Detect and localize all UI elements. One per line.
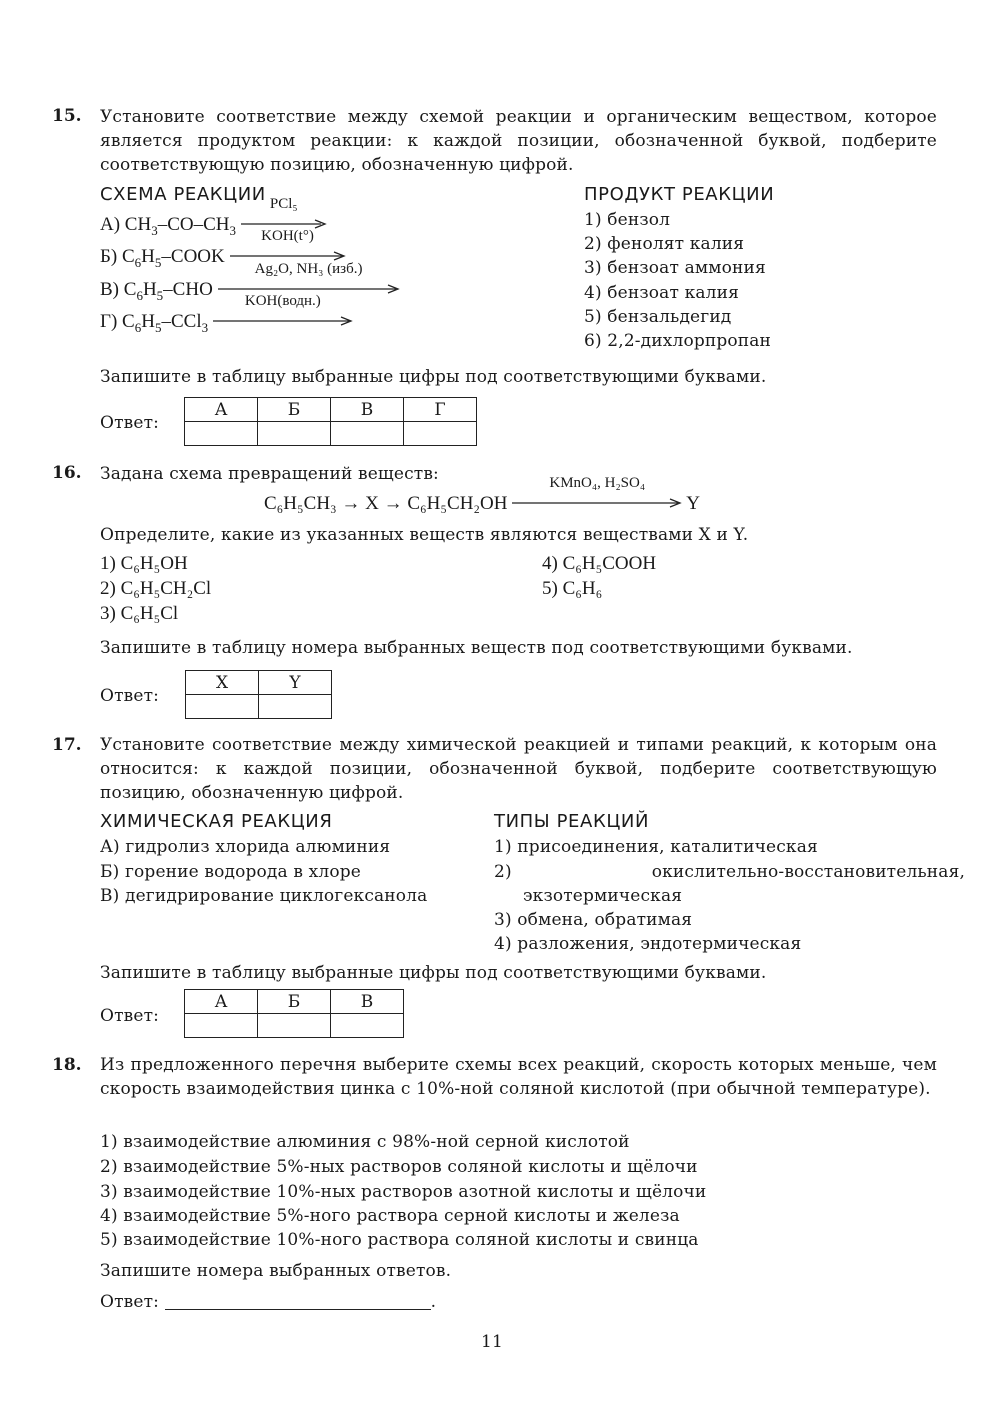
q16-option-1: 1) C₆H₅OH	[100, 553, 188, 574]
q15-product-2: 2) фенолят калия	[584, 234, 745, 254]
q15-reaction-g: Г) $C_6H_5-CCl_3$ KOH(водн.)	[100, 311, 353, 339]
question-number-18: 18.	[52, 1055, 82, 1075]
q18-option-1: 1) взаимодействие алюминия с 98%-ной серной кислотой	[100, 1132, 630, 1152]
q15-product-5: 5) бензальдегид	[584, 307, 732, 327]
q15-reaction-a: А) $CH_3-CO-CH_3$ PCl₅	[100, 214, 327, 242]
q15-answer-cell-b[interactable]	[258, 422, 331, 446]
q17-instruction: Запишите в таблицу выбранные цифры под соответствующими буквами.	[100, 963, 767, 983]
q17-type-4: 4) разложения, эндотермическая	[494, 934, 802, 954]
question-number-15: 15.	[52, 106, 82, 126]
q16-col-x: X	[186, 671, 259, 695]
q15-product-6: 6) 2,2-дихлорпропан	[584, 331, 772, 351]
q17-col-a: А	[185, 990, 258, 1014]
q17-reaction-a: А) гидролиз хлорида алюминия	[100, 837, 391, 857]
q16-answer-table	[185, 670, 332, 719]
q15-answer-table	[184, 397, 477, 446]
q16-option-5: 5) C₆H₆	[542, 578, 603, 599]
q17-type-2: 2) окислительно-восстановительная, экзотермическая	[494, 862, 965, 906]
q15-left-heading: СХЕМА РЕАКЦИИ	[100, 184, 266, 205]
q15-arrow-a: PCl₅	[241, 218, 327, 230]
q17-reaction-v: В) дегидрирование циклогексанола	[100, 886, 428, 906]
q15-right-heading: ПРОДУКТ РЕАКЦИИ	[584, 184, 775, 205]
q17-right-heading: ТИПЫ РЕАКЦИЙ	[494, 811, 650, 832]
q15-reaction-b: Б) $C_6H_5$–COOK KOH(t°)	[100, 246, 346, 274]
q18-option-2: 2) взаимодействие 5%-ных растворов соляной кислоты и щёлочи	[100, 1157, 698, 1177]
q15-col-b: Б	[258, 398, 331, 422]
q15-col-a: А	[185, 398, 258, 422]
q15-answer-cell-a[interactable]	[185, 422, 258, 446]
q15-product-3: 3) бензоат аммония	[584, 258, 766, 278]
q17-col-v: В	[331, 990, 404, 1014]
q16-answer-cell-x[interactable]	[186, 695, 259, 719]
question-16-text: Задана схема превращений веществ:	[100, 464, 439, 484]
q17-left-heading: ХИМИЧЕСКАЯ РЕАКЦИЯ	[100, 811, 333, 832]
q16-question: Определите, какие из указанных веществ являются веществами X и Y.	[100, 525, 749, 545]
q16-arrow: KMnO₄, H₂SO₄	[512, 497, 682, 509]
question-17-text: Установите соответствие между химической реакцией и типами реакций, к которым она относится: к каждой позиции, обозначенной буквой, подберите соответствующую позицию, обозначенную цифрой.	[100, 735, 937, 803]
q15-answer-label: Ответ:	[100, 413, 160, 433]
q15-col-v: В	[331, 398, 404, 422]
question-15-text: Установите соответствие между схемой реакции и органическим веществом, которое является продуктом реакции: к каждой позиции, обозначенной буквой, подберите соответствующую позицию, обозначенную цифрой.	[100, 107, 937, 175]
q17-answer-cell-v[interactable]	[331, 1014, 404, 1038]
question-number-17: 17.	[52, 735, 82, 755]
q17-answer-cell-a[interactable]	[185, 1014, 258, 1038]
q16-option-3: 3) C₆H₅Cl	[100, 603, 179, 624]
q16-option-2: 2) C₆H₅CH₂Cl	[100, 578, 212, 599]
q18-option-3: 3) взаимодействие 10%-ных растворов азотной кислоты и щёлочи	[100, 1182, 707, 1202]
q17-answer-table	[184, 989, 404, 1038]
q15-arrow-v: Ag₂O, NH₃ (изб.)	[218, 283, 400, 295]
q18-option-5: 5) взаимодействие 10%-ного раствора соляной кислоты и свинца	[100, 1230, 699, 1250]
q15-answer-cell-v[interactable]	[331, 422, 404, 446]
q18-instruction: Запишите номера выбранных ответов.	[100, 1261, 452, 1281]
q17-answer-label: Ответ:	[100, 1006, 160, 1026]
q15-instruction: Запишите в таблицу выбранные цифры под соответствующими буквами.	[100, 367, 767, 387]
page-number: 11	[481, 1332, 503, 1352]
q16-col-y: Y	[259, 671, 332, 695]
q18-answer-label: Ответ:	[100, 1292, 160, 1312]
q16-scheme: C₆H₅CH₃ → X → C₆H₅CH₂OH KMnO₄, H₂SO₄ Y	[264, 475, 701, 514]
q16-answer-label: Ответ:	[100, 686, 160, 706]
q18-option-4: 4) взаимодействие 5%-ного раствора серной кислоты и железа	[100, 1206, 680, 1226]
q15-answer-cell-g[interactable]	[404, 422, 477, 446]
question-number-16: 16.	[52, 463, 82, 483]
q15-reaction-v: В) $C_6H_5$–CHO Ag₂O, NH₃ (изб.)	[100, 279, 400, 307]
q16-option-4: 4) C₆H₅COOH	[542, 553, 657, 574]
q15-product-4: 4) бензоат калия	[584, 283, 739, 303]
q16-instruction: Запишите в таблицу номера выбранных веществ под соответствующими буквами.	[100, 638, 853, 658]
q17-answer-cell-b[interactable]	[258, 1014, 331, 1038]
q18-answer-line[interactable]	[165, 1291, 431, 1310]
q16-answer-cell-y[interactable]	[259, 695, 332, 719]
q15-arrow-g: KOH(водн.)	[213, 315, 353, 327]
q17-type-1: 1) присоединения, каталитическая	[494, 837, 818, 857]
q17-reaction-b: Б) горение водорода в хлоре	[100, 862, 361, 882]
q15-product-1: 1) бензол	[584, 210, 671, 230]
q17-type-3: 3) обмена, обратимая	[494, 910, 693, 930]
q17-col-b: Б	[258, 990, 331, 1014]
q15-arrow-b: KOH(t°)	[230, 250, 346, 262]
q18-answer-row	[100, 1290, 436, 1314]
question-18-text: Из предложенного перечня выберите схемы всех реакций, скорость которых меньше, чем скорость взаимодействия цинка с 10%-ной соляной кислотой (при обычной температуре).	[100, 1055, 937, 1099]
q15-col-g: Г	[404, 398, 477, 422]
q18-answer-end: .	[430, 1292, 437, 1312]
